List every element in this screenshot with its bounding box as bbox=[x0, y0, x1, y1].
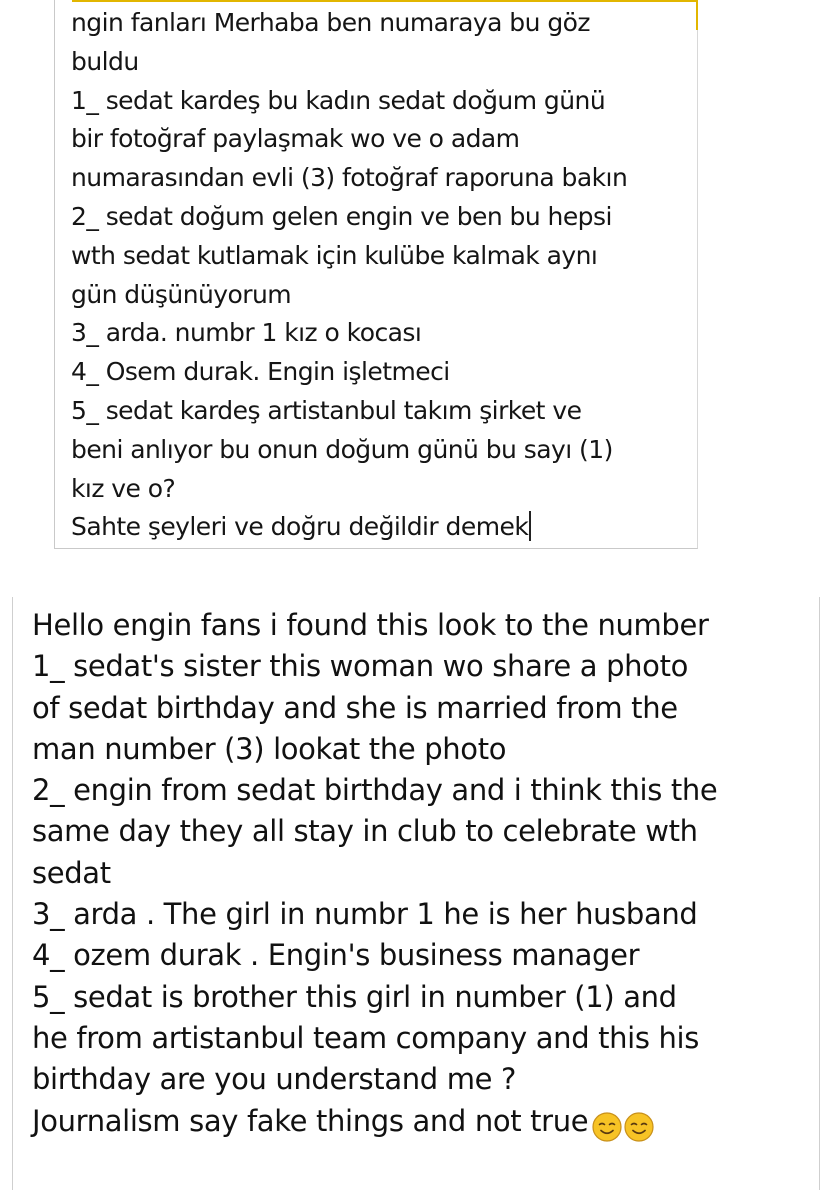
english-text-line: of sedat birthday and she is married from the bbox=[32, 690, 678, 725]
english-text-line: 2_ engin from sedat birthday and i think this the bbox=[32, 773, 718, 808]
turkish-text-line: 4_ Osem durak. Engin işletmeci bbox=[71, 357, 450, 387]
turkish-text-line: ngin fanları Merhaba ben numaraya bu göz bbox=[71, 8, 590, 37]
turkish-text-line: Sahte şeyleri ve doğru değildir demek bbox=[71, 508, 711, 547]
english-text-line: sedat bbox=[32, 855, 111, 890]
turkish-text-line: bir fotoğraf paylaşmak wo ve o adam bbox=[71, 124, 520, 154]
english-text-line: 5_ sedat is brother this girl in number (1) and bbox=[32, 979, 677, 1014]
english-text-line: Journalism say fake things and not true bbox=[32, 1101, 812, 1142]
english-text-line: 4_ ozem durak . Engin's business manager bbox=[32, 938, 640, 973]
winking-smile-icon bbox=[592, 1112, 622, 1142]
turkish-text-line: kız ve o? bbox=[71, 473, 176, 503]
turkish-text-line: numarasından evli (3) fotoğraf raporuna bakın bbox=[71, 163, 628, 193]
english-text-line: birthday are you understand me ? bbox=[32, 1062, 517, 1097]
turkish-text-line: 1_ sedat kardeş bu kadın sedat doğum günü bbox=[71, 85, 606, 115]
turkish-text-content[interactable] bbox=[71, 4, 711, 547]
english-text-line: Hello engin fans i found this look to the number bbox=[32, 608, 709, 642]
turkish-text-line: beni anlıyor bu onun doğum günü bu sayı (1) bbox=[71, 434, 613, 464]
turkish-text-line: gün düşünüyorum bbox=[71, 279, 292, 309]
turkish-text-line: wth sedat kutlamak için kulübe kalmak aynı bbox=[71, 240, 598, 270]
winking-smile-icon bbox=[624, 1112, 654, 1142]
turkish-text-line: 2_ sedat doğum gelen engin ve ben bu hepsi bbox=[71, 201, 612, 231]
english-text-line: he from artistanbul team company and this his bbox=[32, 1020, 699, 1055]
turkish-text-line: 5_ sedat kardeş artistanbul takım şirket ve bbox=[71, 395, 582, 425]
turkish-text-line: buldu bbox=[71, 46, 139, 76]
turkish-text-line: 3_ arda. numbr 1 kız o kocası bbox=[71, 318, 422, 348]
emoji-group bbox=[592, 1105, 656, 1146]
text-cursor bbox=[529, 511, 531, 541]
english-text-line: 1_ sedat's sister this woman wo share a photo bbox=[32, 649, 688, 684]
english-text-line: 3_ arda . The girl in numbr 1 he is her husband bbox=[32, 897, 698, 932]
english-text-line: same day they all stay in club to celebrate wth bbox=[32, 814, 698, 849]
english-text-line: man number (3) lookat the photo bbox=[32, 731, 507, 766]
english-text-content bbox=[32, 605, 812, 1142]
